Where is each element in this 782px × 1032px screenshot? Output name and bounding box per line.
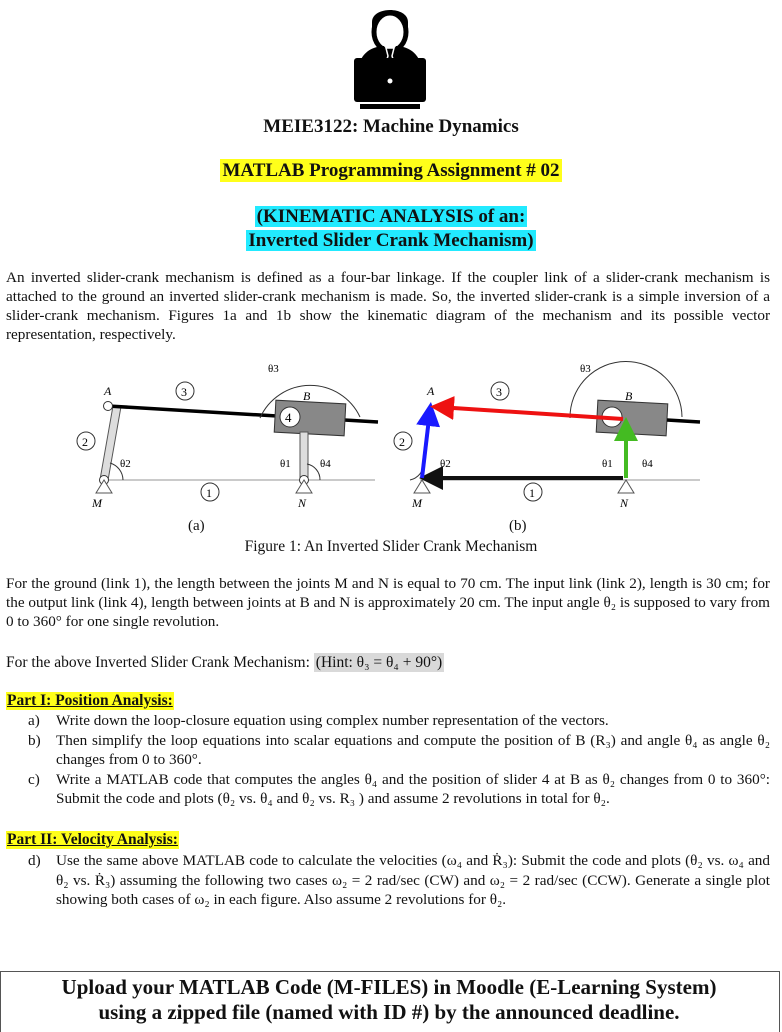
- svg-text:B: B: [625, 389, 633, 403]
- svg-text:θ2: θ2: [440, 458, 451, 470]
- svg-text:M: M: [412, 496, 422, 510]
- joint-n-label: N: [298, 496, 307, 510]
- link-4-label: 4: [285, 410, 292, 425]
- link-1-label: 1: [206, 486, 212, 500]
- list-item: c) Write a MATLAB code that computes the angles θ₄ and the position of slider 4 at B as θ₂ changes from 0 to 360°: Submit the code and plots (θ₂ vs. θ₄ and θ₂ vs. R₃ ) and assume 2 revolutions in total for θ₂.: [28, 770, 770, 807]
- part2-heading: Part II: Velocity Analysis:: [7, 831, 178, 848]
- svg-text:θ3: θ3: [580, 363, 591, 375]
- theta2-label: θ2: [120, 458, 131, 470]
- figure-label-a: (a): [188, 518, 205, 534]
- svg-text:2: 2: [399, 435, 405, 449]
- part1-heading: Part I: Position Analysis:: [7, 692, 173, 709]
- parameters-paragraph: For the ground (link 1), the length between the joints M and N is equal to 70 cm. The input link (link 2), length is 30 cm; for the output link (link 4), length between joints at B and N is approximately 20 cm. The input angle θ₂ is supposed to vary from 0 to 360° for one single revolution.: [6, 575, 770, 630]
- hint-line: [6, 654, 444, 672]
- subtitle-line-2: Inverted Slider Crank Mechanism): [248, 230, 534, 251]
- mechanism-figure: [60, 355, 740, 525]
- link-3-label: 3: [181, 385, 187, 399]
- joint-a-label: A: [104, 384, 112, 398]
- person-at-laptop-icon: [340, 0, 440, 112]
- vector-r3: [438, 407, 623, 419]
- figure-a: [77, 363, 378, 510]
- footer-line-1: Upload your MATLAB Code (M-FILES) in Moodle (E-Learning System): [61, 975, 717, 999]
- svg-text:θ1: θ1: [602, 458, 613, 470]
- list-item: a) Write down the loop-closure equation using complex number representation of the vectors.: [28, 712, 609, 729]
- vector-r2: [422, 410, 430, 478]
- intro-paragraph: An inverted slider-crank mechanism is defined as a four-bar linkage. If the coupler link of a slider-crank mechanism is attached to the ground an inverted slider-crank mechanism is made. So, the inverted slider-crank is a simple inversion of a slider-crank mechanism. Figures 1a and 1b show the kinematic diagram of the mechanism and its possible vector representation, respectively.: [6, 269, 770, 343]
- link-4: [300, 432, 308, 478]
- hint-prefix: For the above Inverted Slider Crank Mechanism:: [6, 654, 314, 671]
- theta1-label: θ1: [280, 458, 291, 470]
- list-item: d) Use the same above MATLAB code to calculate the velocities (ω₄ and Ṙ₃): Submit the code and plots (θ₂ vs. ω₄ and θ₂ vs. Ṙ₃) assuming the following two cases ω₂ = 2 rad/sec (CW) and ω₂ = 2 rad/sec (CCW). Generate a single plot showing both cases of ω₂ in each figure. Also assume 2 revolutions for θ₂.: [28, 852, 770, 908]
- joint-b-label: B: [303, 389, 311, 403]
- list-item: b) Then simplify the loop equations into scalar equations and compute the position of B (R₃) and angle θ₄ as angle θ₂ changes from 0 to 360°.: [28, 731, 770, 768]
- footer-line-2: using a zipped file (named with ID #) by the announced deadline.: [98, 1000, 680, 1024]
- course-title: MEIE3122: Machine Dynamics: [263, 116, 519, 137]
- figure-label-b: (b): [509, 518, 527, 534]
- subtitle-line-1: (KINEMATIC ANALYSIS of an:: [256, 206, 526, 227]
- svg-text:1: 1: [529, 486, 535, 500]
- svg-text:N: N: [620, 496, 629, 510]
- joint-m-label: M: [92, 496, 102, 510]
- link-2: [100, 405, 121, 481]
- assignment-title: MATLAB Programming Assignment # 02: [222, 160, 560, 181]
- figure-caption: Figure 1: An Inverted Slider Crank Mechanism: [244, 538, 538, 555]
- theta4-label: θ4: [320, 458, 331, 470]
- footer-instructions: [0, 975, 778, 1025]
- hint-text: (Hint: θ₃ = θ₄ + 90°): [315, 654, 443, 671]
- link-2-label: 2: [82, 435, 88, 449]
- part1-list: [28, 711, 770, 809]
- part2-list: [28, 851, 770, 910]
- svg-text:θ4: θ4: [642, 458, 653, 470]
- svg-text:3: 3: [496, 385, 502, 399]
- figure-b: [394, 361, 700, 510]
- theta3-label: θ3: [268, 363, 279, 375]
- svg-text:A: A: [427, 384, 435, 398]
